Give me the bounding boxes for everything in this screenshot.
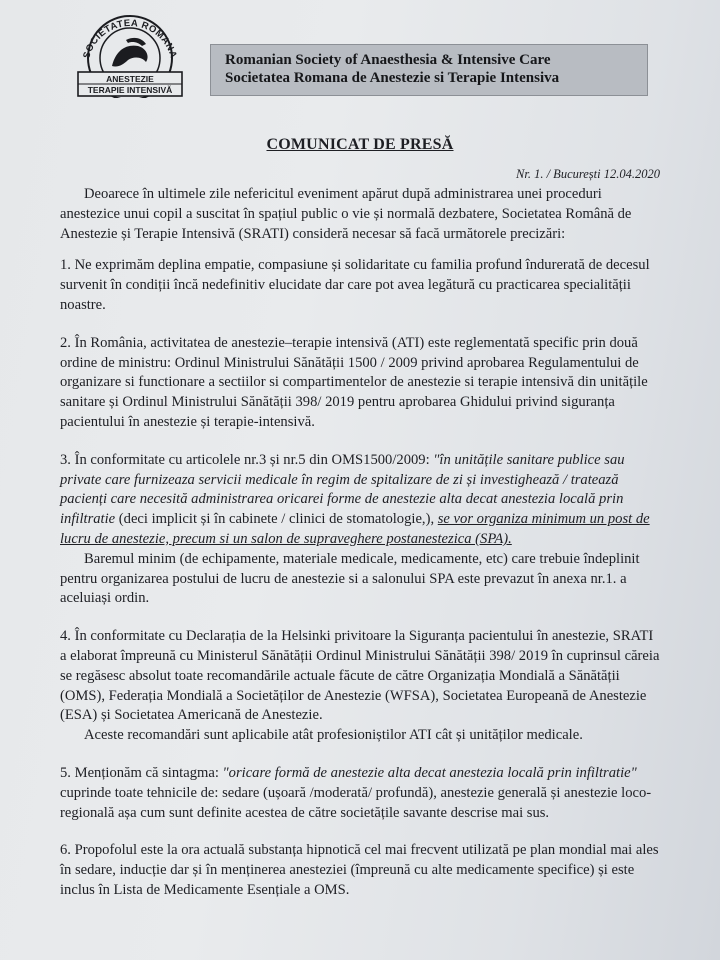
point-5 <box>60 764 660 823</box>
logo-ribbon-line1: ANESTEZIE <box>106 74 154 84</box>
point-3-follow: Baremul minim (de echipamente, materiale medicale, medicamente, etc) care trebuie îndeplinit pentru organizarea postului de lucru de anestezie si a salonului SPA este prevazut în anexa nr.1. a aceluiași ordin. <box>60 550 640 607</box>
point-4: 4. În conformitate cu Declarația de la Helsinki privitoare la Siguranța pacientului în anestezie, SRATI a elaborat împreună cu Ministerul Sănătății Ordinul Ministrului Sănătății 398/ 2019 în cuprinsul căreia se regăsesc absolut toate recomandările actuale făcute de către Organizația Mondială a Sănătății (OMS), Federația Mondială a Societăților de Anestezie (WFSA), Societatea Europeană de Anestezie (ESA) și Societatea Americană de Anestezie. <box>60 628 660 724</box>
point-3 <box>60 451 660 550</box>
document-body <box>60 185 660 901</box>
letterhead-english: Romanian Society of Anaesthesia & Intensive Care <box>225 52 551 68</box>
point-3-middle: (deci implicit și în cabinete / clinici de stomatologie,), <box>115 511 438 528</box>
document-reference: Nr. 1. / București 12.04.2020 <box>516 167 660 181</box>
document-title: COMUNICAT DE PRESĂ <box>266 136 454 153</box>
point-3-underlined: se vor organiza minimum un post de lucru de anestezie, precum si un salon de supraveghere postanestezica (SPA). <box>60 511 650 547</box>
point-3-quote: "în unitățile sanitare publice sau private care furnizeaza servicii medicale în regim de spitalizare de zi și investighează / tratează pacienți care necesită administrarea oricarei forme de anestezie alta decat anestezia locală prin infiltratie <box>60 451 625 528</box>
point-2: 2. În România, activitatea de anestezie–terapie intensivă (ATI) este reglementată specific prin două ordine de ministru: Ordinul Ministrului Sănătății 1500 / 2009 privind aprobarea Regulamentului de organizare si functionare a sectiilor si compartimentelor de anestezie si terapie intensivă din unitățile sanitare și Ordinul Ministrului Sănătății 398/ 2019 pentru aprobarea Ghidului privind siguranța pacientului în anestezie și terapie-intensivă. <box>60 334 648 430</box>
point-5-rest: cuprinde toate tehnicile de: sedare (ușoară /moderată/ profundă), anestezie generală și anestezie loco-regională așa cum sunt definite acestea de către societățile savante descrise mai sus. <box>60 784 652 821</box>
logo-arc-text: SOCIETATEA ROMANA <box>81 17 179 60</box>
letterhead-romanian: Societatea Romana de Anestezie si Terapie Intensiva <box>225 70 560 86</box>
point-5-lead: 5. Menționăm că sintagma: <box>60 764 223 781</box>
logo-ribbon-line2: TERAPIE INTENSIVĂ <box>87 85 173 95</box>
point-3-lead: 3. În conformitate cu articolele nr.3 și nr.5 din OMS1500/2009: <box>60 451 434 468</box>
point-6: 6. Propofolul este la ora actuală substanța hipnotică cel mai frecvent utilizată pe plan mondial mai ales în sedare, inducție dar și în menținerea anesteziei (împreună cu alte medicamente specifice) și este inclus în Lista de Medicamente Esențiale a OMS. <box>60 842 659 898</box>
srati-logo <box>68 10 193 98</box>
letterhead-box <box>210 44 648 96</box>
point-4-follow: Aceste recomandări sunt aplicabile atât profesioniștilor ATI cât și unităților medicale. <box>84 727 583 744</box>
intro-paragraph: Deoarece în ultimele zile nefericitul eveniment apărut după administrarea unei proceduri anestezice unui copil a suscitat în spațiul public o vie și normală dezbatere, Societatea Română de Anestezie și Terapie Intensivă (SRATI) consideră necesar să facă următorele precizări: <box>60 186 632 242</box>
point-5-quote: "oricare formă de anestezie alta decat anestezia locală prin infiltratie" <box>222 764 637 781</box>
point-1: 1. Ne exprimăm deplina empatie, compasiune și solidaritate cu familia profund îndurerată de decesul survenit în condiții încă nedefinitiv elucidate dar care pot avea legătură cu practicarea specialității noastre. <box>60 257 650 313</box>
